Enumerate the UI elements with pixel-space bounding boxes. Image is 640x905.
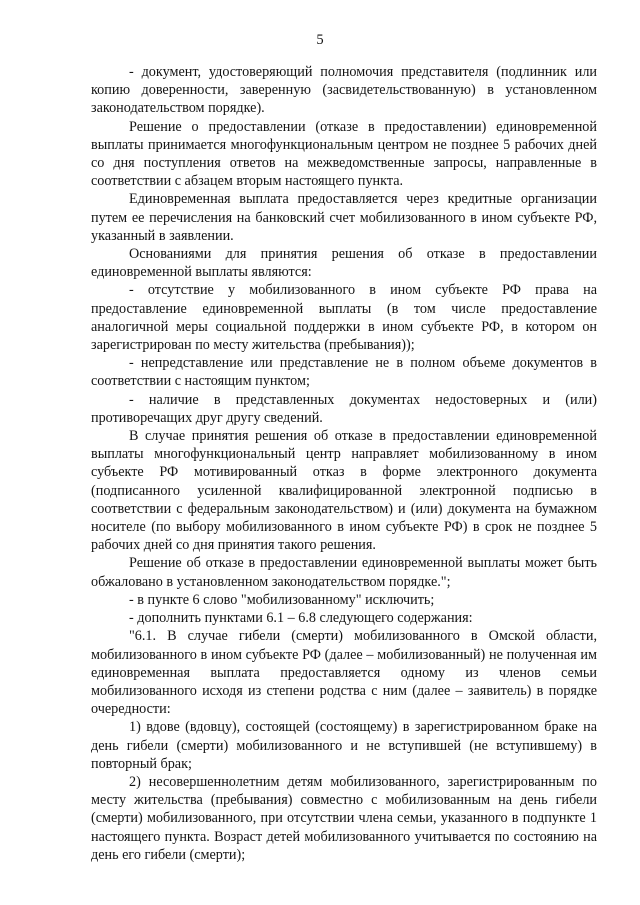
- document-body: [91, 63, 597, 864]
- paragraph: Основаниями для принятия решения об отказе в предоставлении единовременной выплаты являются:: [91, 246, 597, 281]
- paragraph: Единовременная выплата предоставляется через кредитные организации путем ее перечисления на банковский счет мобилизованного в ином субъекте РФ, указанный в заявлении.: [91, 191, 597, 244]
- paragraph: - документ, удостоверяющий полномочия представителя (подлинник или копию доверенности, заверенную (засвидетельствованную) в установленном законодательством порядке).: [91, 64, 597, 117]
- paragraph: - непредставление или представление не в полном объеме документов в соответствии с настоящим пунктом;: [91, 355, 597, 390]
- paragraph: - наличие в представленных документах недостоверных и (или) противоречащих друг другу сведений.: [91, 391, 597, 426]
- paragraph: - дополнить пунктами 6.1 – 6.8 следующего содержания:: [129, 610, 473, 627]
- paragraph: 1) вдове (вдовцу), состоящей (состоящему) в зарегистрированном браке на день гибели (смерти) мобилизованного и не вступившей (не вступившему) в повторный брак;: [91, 719, 597, 772]
- paragraph: "6.1. В случае гибели (смерти) мобилизованного в Омской области, мобилизованного в ином субъекте РФ (далее – мобилизованный) не полученная им единовременная выплата предоставляется одному из членов семьи мобилизованного исходя из степени родства с ним (далее – заявитель) в порядке очередности:: [91, 628, 597, 718]
- paragraph: - отсутствие у мобилизованного в ином субъекте РФ права на предоставление единовременной выплаты (в том числе предоставление аналогичной меры социальной поддержки в ином субъекте РФ, в котором он зарегистрирован по месту жительства (пребывания));: [91, 282, 597, 354]
- paragraph: 2) несовершеннолетним детям мобилизованного, зарегистрированным по месту жительства (пребывания) совместно с мобилизованным на день гибели (смерти) мобилизованного, при отсутствии члена семьи, указанного в подпункте 1 настоящего пункта. Возраст детей мобилизованного учитывается по состоянию на день его гибели (смерти);: [91, 773, 597, 863]
- page-number: 5: [316, 32, 324, 48]
- paragraph: Решение об отказе в предоставлении единовременной выплаты может быть обжаловано в установленном законодательством порядке.";: [91, 555, 597, 590]
- paragraph: - в пункте 6 слово "мобилизованному" исключить;: [129, 591, 435, 608]
- paragraph: Решение о предоставлении (отказе в предоставлении) единовременной выплаты принимается многофункциональным центром не позднее 5 рабочих дней со дня поступления ответов на межведомственные запросы, направленные в соответствии с абзацем вторым настоящего пункта.: [91, 118, 597, 190]
- paragraph: В случае принятия решения об отказе в предоставлении единовременной выплаты многофункциональный центр направляет мобилизованному в ином субъекте РФ мотивированный отказ в форме электронного документа (подписанного усиленной квалифицированной электронной подписью в соответствии с федеральным законодательством) и (или) документа на бумажном носителе (по выбору мобилизованного в ином субъекте РФ) в срок не позднее 5 рабочих дней со дня принятия такого решения.: [91, 428, 597, 554]
